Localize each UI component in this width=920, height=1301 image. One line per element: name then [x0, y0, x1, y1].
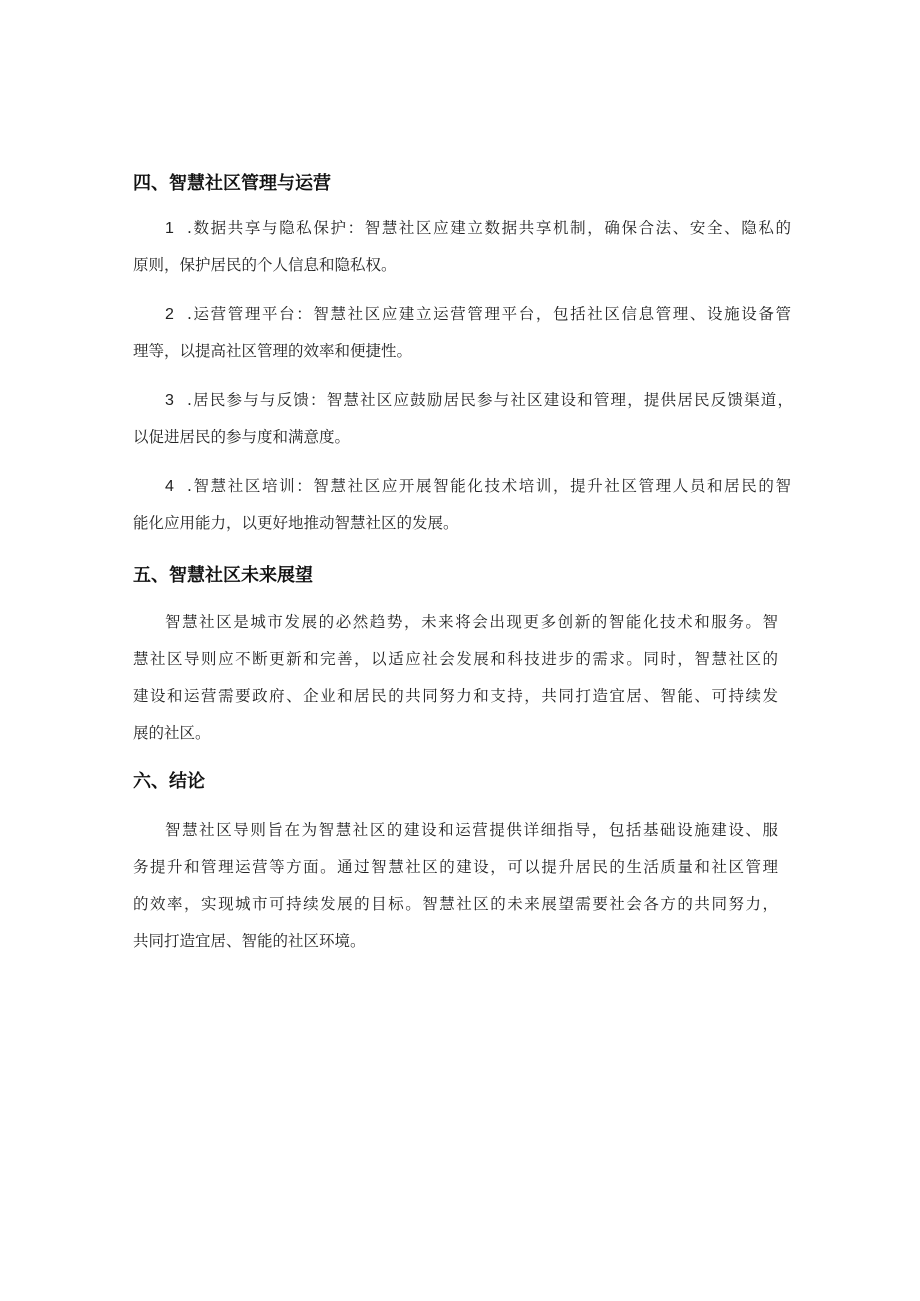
list-item-line: 1 .数据共享与隐私保护：智慧社区应建立数据共享机制，确保合法、安全、隐私的 [133, 210, 791, 247]
list-item [133, 382, 793, 456]
list-item-line: 以促进居民的参与度和满意度。 [133, 428, 351, 446]
paragraph-line: 慧社区导则应不断更新和完善，以适应社会发展和科技进步的需求。同时，智慧社区的 [133, 650, 778, 668]
paragraph [133, 812, 778, 960]
paragraph-line: 共同打造宜居、智能的社区环境。 [133, 932, 366, 950]
list-item-line: 3 .居民参与与反馈：智慧社区应鼓励居民参与社区建设和管理，提供居民反馈渠道， [133, 382, 793, 419]
list-item [133, 296, 791, 370]
paragraph-line: 展的社区。 [133, 724, 211, 742]
list-item-number: 3 [165, 392, 174, 409]
list-item-line: 2 .运营管理平台：智慧社区应建立运营管理平台，包括社区信息管理、设施设备管 [133, 296, 791, 333]
list-item-line: 原则，保护居民的个人信息和隐私权。 [133, 256, 397, 274]
list-item [133, 468, 791, 542]
list-item-line: 理等，以提高社区管理的效率和便捷性。 [133, 342, 413, 360]
list-item-line: 能化应用能力，以更好地推动智慧社区的发展。 [133, 514, 459, 532]
paragraph-line: 智慧社区是城市发展的必然趋势，未来将会出现更多创新的智能化技术和服务。智 [165, 613, 778, 631]
list-item [133, 210, 791, 284]
paragraph-line: 的效率，实现城市可持续发展的目标。智慧社区的未来展望需要社会各方的共同努力， [133, 895, 778, 913]
list-item-line: 4 .智慧社区培训：智慧社区应开展智能化技术培训，提升社区管理人员和居民的智 [133, 468, 791, 505]
paragraph-line: 务提升和管理运营等方面。通过智慧社区的建设，可以提升居民的生活质量和社区管理 [133, 858, 778, 876]
paragraph-line: 建设和运营需要政府、企业和居民的共同努力和支持，共同打造宜居、智能、可持续发 [133, 687, 778, 705]
section-heading: 五、智慧社区未来展望 [133, 565, 313, 586]
section-heading: 六、结论 [133, 771, 205, 792]
list-item-number: 1 [165, 220, 174, 237]
list-item-number: 4 [165, 478, 174, 495]
section-heading: 四、智慧社区管理与运营 [133, 173, 331, 194]
list-item-number: 2 [165, 306, 174, 323]
paragraph [133, 604, 778, 752]
paragraph-line: 智慧社区导则旨在为智慧社区的建设和运营提供详细指导，包括基础设施建设、服 [165, 821, 778, 839]
